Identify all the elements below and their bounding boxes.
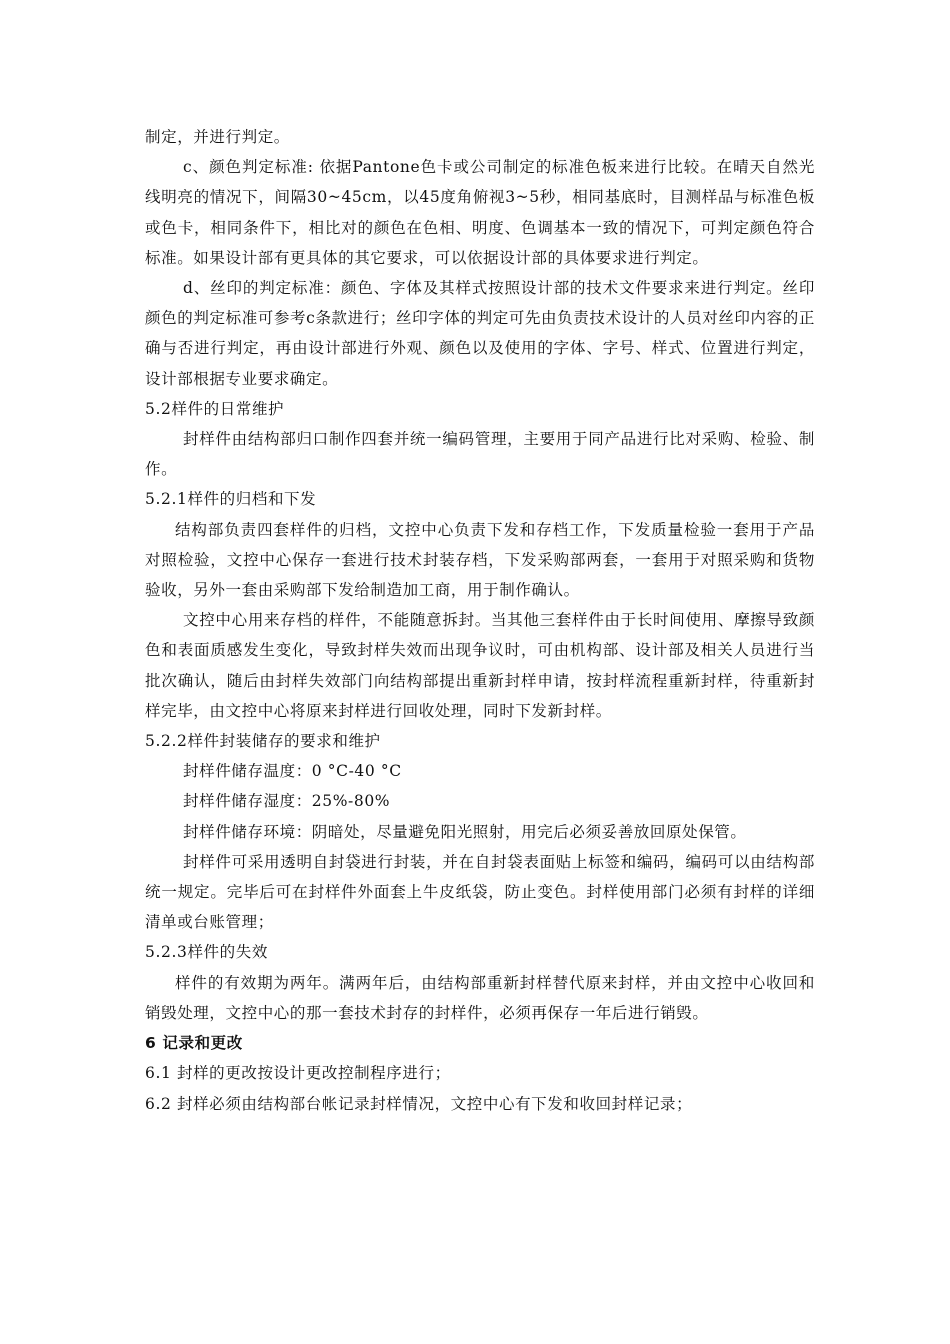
document-body	[145, 122, 815, 1119]
section-heading-5-2: 5.2样件的日常维护	[145, 399, 285, 418]
paragraph-storage-humidity: 封样件储存湿度：25%-80%	[183, 792, 391, 811]
paragraph-sample-maintenance: 封样件由结构部归口制作四套并统一编码管理，主要用于同产品进行比对采购、检验、制作。	[145, 430, 815, 479]
section-heading-6: 6 记录和更改	[145, 1034, 243, 1053]
paragraph-color-standard: c、颜色判定标准: 依据Pantone色卡或公司制定的标准色板来进行比较。在晴天自然光线明亮的情况下，间隔30~45cm，以45度角俯视3~5秒，相同基底时，目测样品与标准色板或色卡，相同条件下，相比对的颜色在色相、明度、色调基本一致的情况下，可判定颜色符合标准。如果设计部有更具体的其它要求，可以依据设计部的具体要求进行判定。	[145, 158, 815, 267]
paragraph-storage-temperature: 封样件储存温度：0 °C-40 °C	[183, 762, 402, 781]
paragraph-storage-environment: 封样件储存环境：阴暗处，尽量避免阳光照射，用完后必须妥善放回原处保管。	[183, 822, 747, 841]
section-heading-5-2-1: 5.2.1样件的归档和下发	[145, 490, 317, 509]
paragraph-6-1: 6.1 封样的更改按设计更改控制程序进行；	[145, 1064, 451, 1083]
paragraph-packaging: 封样件可采用透明自封袋进行封装，并在自封袋表面贴上标签和编码，编码可以由结构部统一规定。完毕后可在封样件外面套上牛皮纸袋，防止变色。封样使用部门必须有封样的详细清单或台账管理；	[145, 852, 815, 932]
paragraph-silkscreen-standard: d、丝印的判定标准：颜色、字体及其样式按照设计部的技术文件要求来进行判定。丝印颜色的判定标准可参考c条款进行；丝印字体的判定可先由负责技术设计的人员对丝印内容的正确与否进行判定，再由设计部进行外观、颜色以及使用的字体、字号、样式、位置进行判定，设计部根据专业要求确定。	[145, 279, 815, 388]
paragraph-continuation: 制定，并进行判定。	[145, 128, 290, 146]
paragraph-archiving: 结构部负责四套样件的归档，文控中心负责下发和存档工作，下发质量检验一套用于产品对照检验，文控中心保存一套进行技术封装存档，下发采购部两套，一套用于对照采购和货物验收，另外一套由采购部下发给制造加工商，用于制作确认。	[145, 520, 815, 600]
section-heading-5-2-2: 5.2.2样件封装储存的要求和维护	[145, 732, 381, 751]
paragraph-expiry: 样件的有效期为两年。满两年后，由结构部重新封样替代原来封样，并由文控中心收回和销毁处理，文控中心的那一套技术封存的封样件，必须再保存一年后进行销毁。	[145, 973, 815, 1022]
section-heading-5-2-3: 5.2.3样件的失效	[145, 943, 268, 962]
paragraph-6-2: 6.2 封样必须由结构部台帐记录封样情况，文控中心有下发和收回封样记录；	[145, 1094, 693, 1113]
paragraph-archive-sealing: 文控中心用来存档的样件，不能随意拆封。当其他三套样件由于长时间使用、摩擦导致颜色和表面质感发生变化，导致封样失效而出现争议时，可由机构部、设计部及相关人员进行当批次确认，随后由封样失效部门向结构部提出重新封样申请，按封样流程重新封样，待重新封样完毕，由文控中心将原来封样进行回收处理，同时下发新封样。	[145, 611, 815, 720]
